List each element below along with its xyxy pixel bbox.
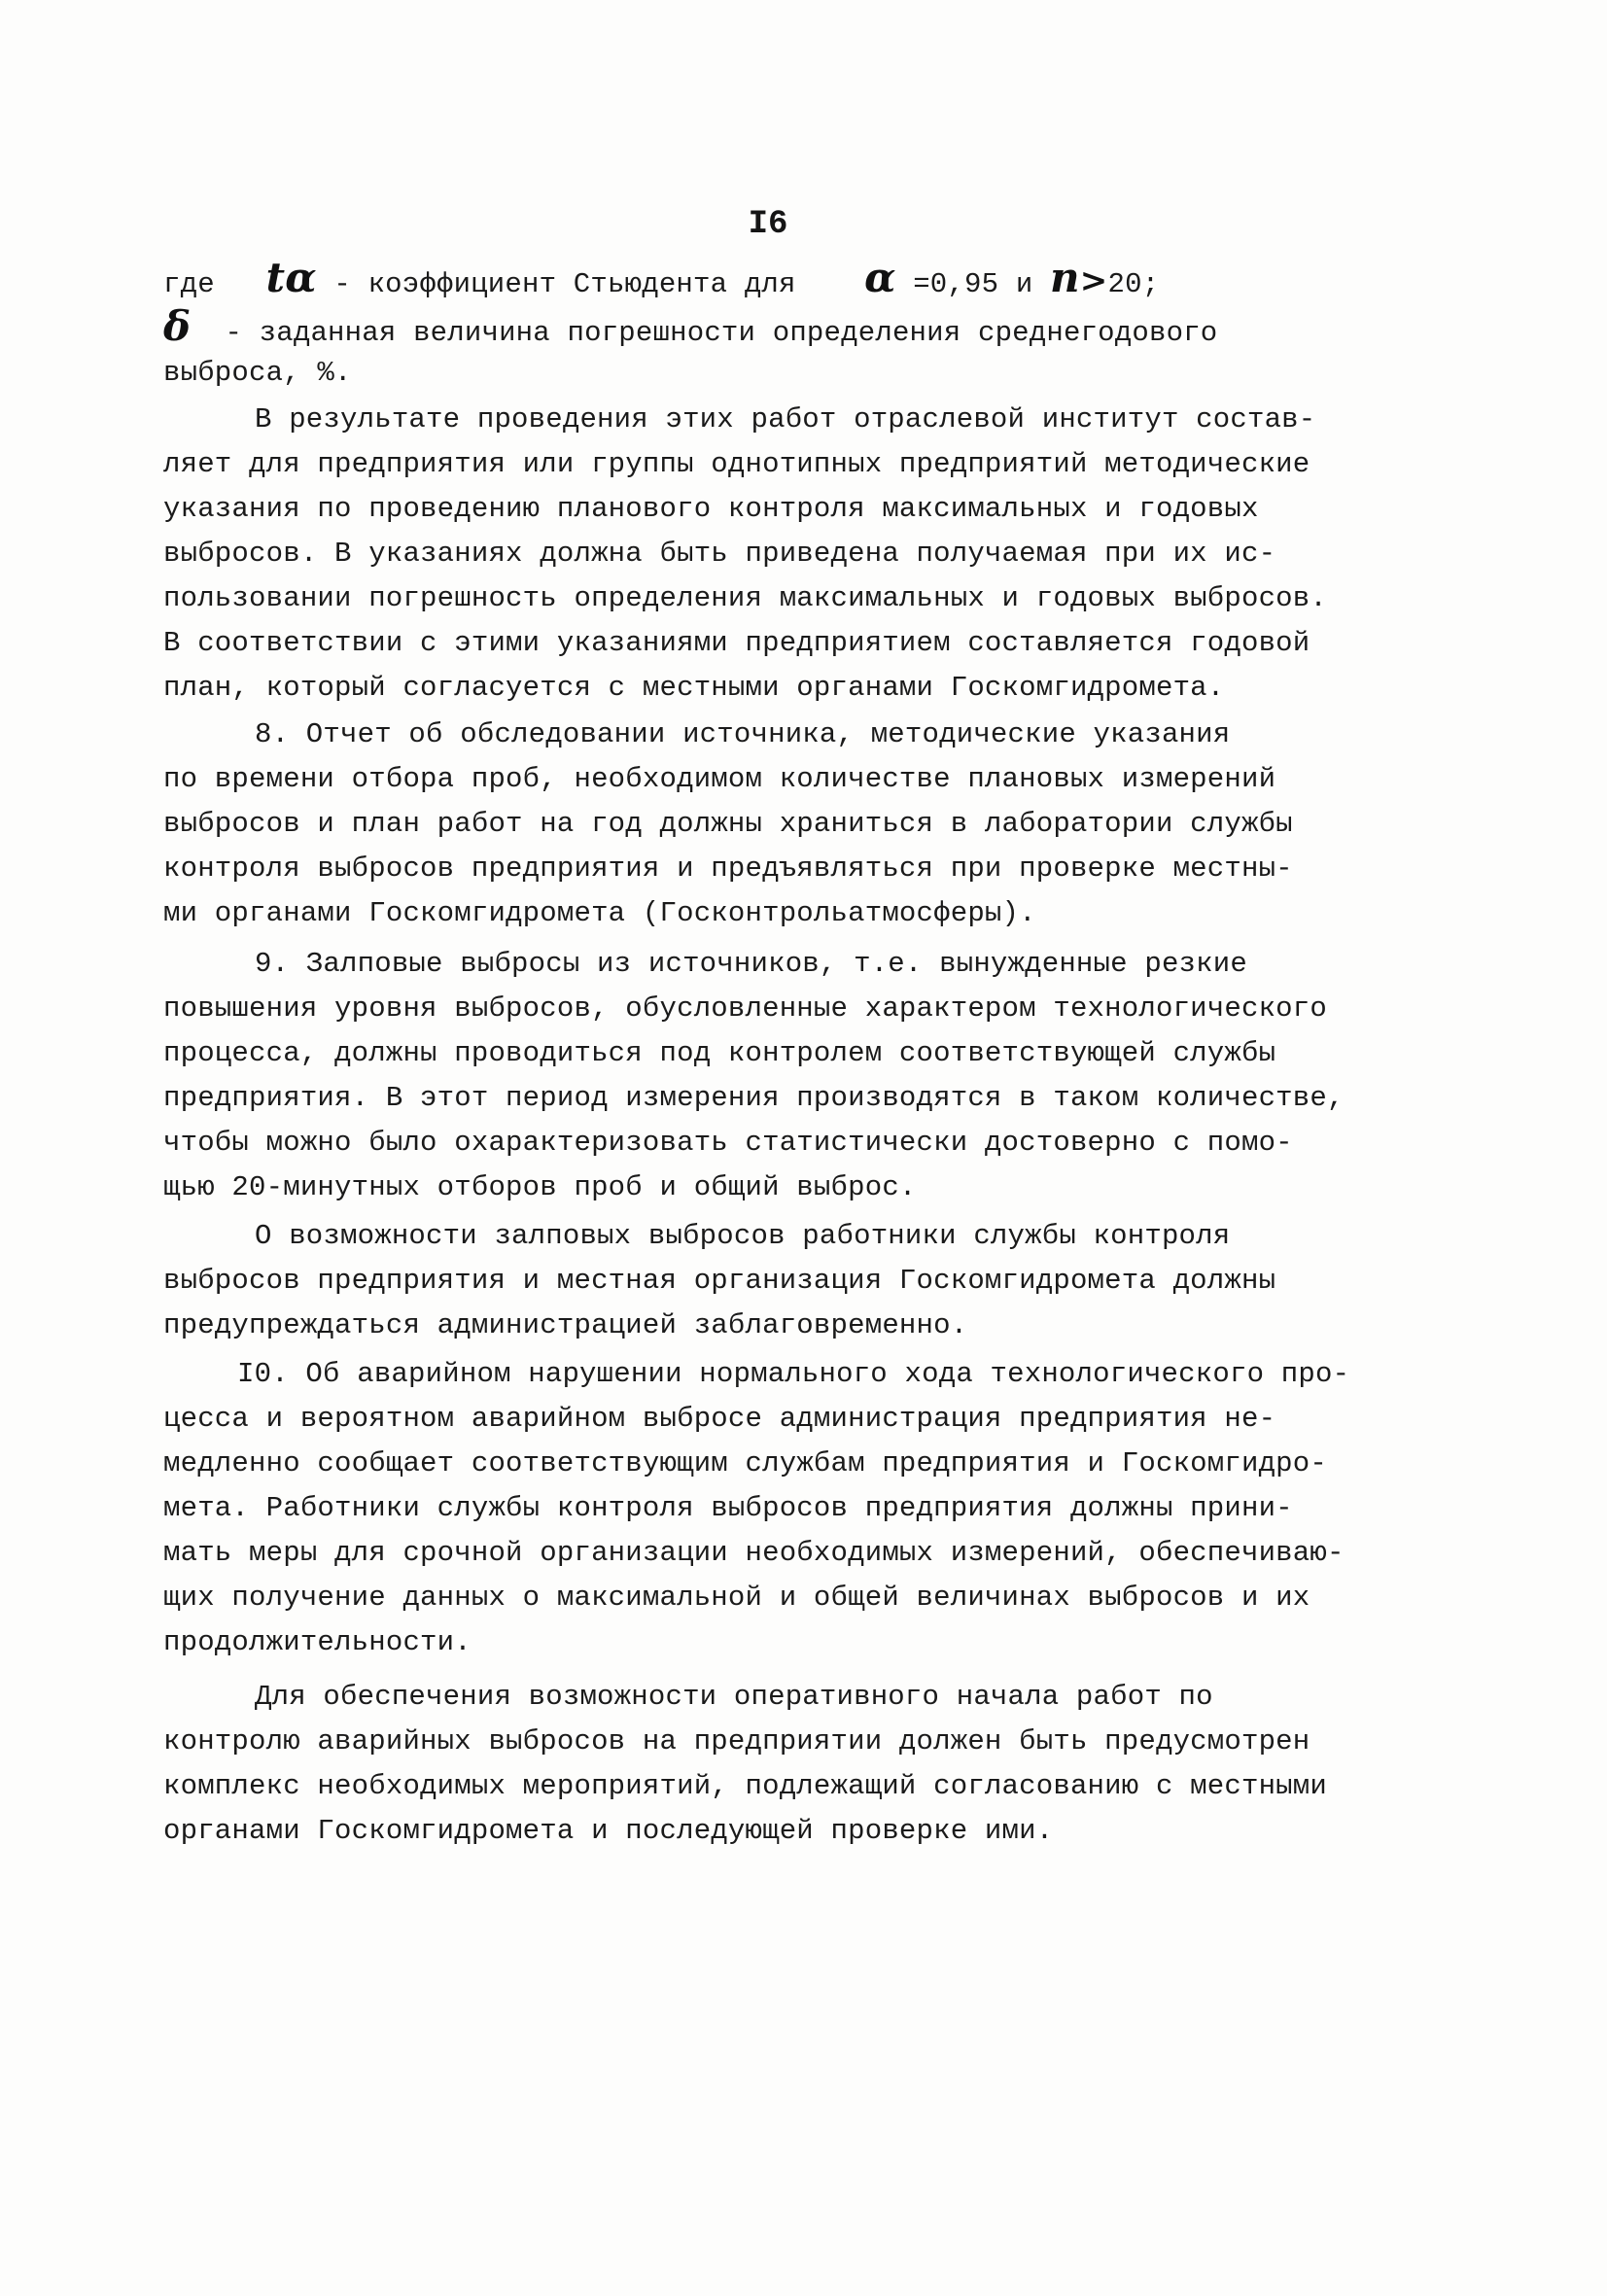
paragraph-5-line-7: продолжительности. [163,1626,472,1658]
paragraph-3-line-1: 9. Залповые выбросы из источников, т.е. вынужденные резкие [255,948,1247,980]
paragraph-1-line-3: указания по проведению планового контроля максимальных и годовых [163,493,1259,525]
paragraph-5-line-2: цесса и вероятном аварийном выбросе администрация предприятия не- [163,1403,1276,1435]
symbol-greater-than: > [1079,261,1108,300]
paragraph-2-line-3: выбросов и план работ на год должны храниться в лаборатории службы [163,808,1293,840]
formula-suffix-2: 20; [1107,268,1160,300]
paragraph-5-line-3: медленно сообщает соответствующим службам предприятия и Госкомгидро- [163,1447,1327,1479]
paragraph-3-line-2: повышения уровня выбросов, обусловленные характером технологического [163,992,1327,1025]
paragraph-2-line-5: ми органами Госкомгидромета (Госконтрольатмосферы). [163,897,1036,929]
paragraph-5-line-1: I0. Об аварийном нарушении нормального хода технологического про- [237,1358,1350,1390]
formula-line-2 [163,302,1218,353]
symbol-t-alpha: tα [265,254,317,301]
paragraph-1-line-1: В результате проведения этих работ отраслевой институт состав- [255,403,1316,435]
formula-line-1 [163,254,1160,304]
paragraph-1-line-6: В соответствии с этими указаниями предприятием составляется годовой [163,627,1310,659]
paragraph-4-line-1: О возможности залповых выбросов работники службы контроля [255,1220,1231,1252]
paragraph-2-line-2: по времени отбора проб, необходимом количестве плановых измерений [163,763,1276,795]
formula-prefix: где [163,268,215,300]
paragraph-1-line-4: выбросов. В указаниях должна быть приведена получаемая при их ис- [163,538,1276,570]
paragraph-6-line-2: контролю аварийных выбросов на предприятии должен быть предусмотрен [163,1725,1310,1757]
paragraph-2-line-4: контроля выбросов предприятия и предъявляться при проверке местны- [163,852,1293,885]
paragraph-4-line-3: предупреждаться администрацией заблаговременно. [163,1309,968,1341]
paragraph-5-line-5: мать меры для срочной организации необходимых измерений, обеспечиваю- [163,1537,1345,1569]
paragraph-5-line-4: мета. Работники службы контроля выбросов предприятия должны прини- [163,1492,1293,1524]
paragraph-1-line-5: пользовании погрешность определения максимальных и годовых выбросов. [163,582,1327,614]
paragraph-3-line-5: чтобы можно было охарактеризовать статистически достоверно с помо- [163,1127,1293,1159]
paragraph-4-line-2: выбросов предприятия и местная организация Госкомгидромета должны [163,1265,1276,1297]
formula-line-2-text: - заданная величина погрешности определения среднегодового [225,317,1218,349]
paragraph-5-line-6: щих получение данных о максимальной и общей величинах выбросов и их [163,1582,1310,1614]
symbol-alpha: α [864,254,896,301]
formula-suffix-1: =0,95 и [913,268,1033,300]
paragraph-1-line-2: ляет для предприятия или группы однотипных предприятий методические [163,448,1310,480]
paragraph-3-line-4: предприятия. В этот период измерения производятся в таком количестве, [163,1082,1345,1114]
paragraph-3-line-6: щью 20-минутных отборов проб и общий выброс. [163,1171,917,1203]
paragraph-6-line-3: комплекс необходимых мероприятий, подлежащий согласованию с местными [163,1770,1327,1802]
paragraph-6-line-1: Для обеспечения возможности оперативного начала работ по [255,1681,1213,1713]
page-number: I6 [748,206,788,243]
paragraph-3-line-3: процесса, должны проводиться под контролем соответствующей службы [163,1037,1276,1069]
symbol-n: n [1050,254,1080,301]
paragraph-6-line-4: органами Госкомгидромета и последующей проверке ими. [163,1815,1054,1847]
paragraph-2-line-1: 8. Отчет об обследовании источника, методические указания [255,718,1231,750]
paragraph-1-line-7: план, который согласуется с местными органами Госкомгидромета. [163,672,1225,704]
formula-middle: - коэффициент Стьюдента для [333,268,796,300]
formula-line-3: выброса, %. [163,357,352,389]
symbol-delta: δ [163,302,192,350]
